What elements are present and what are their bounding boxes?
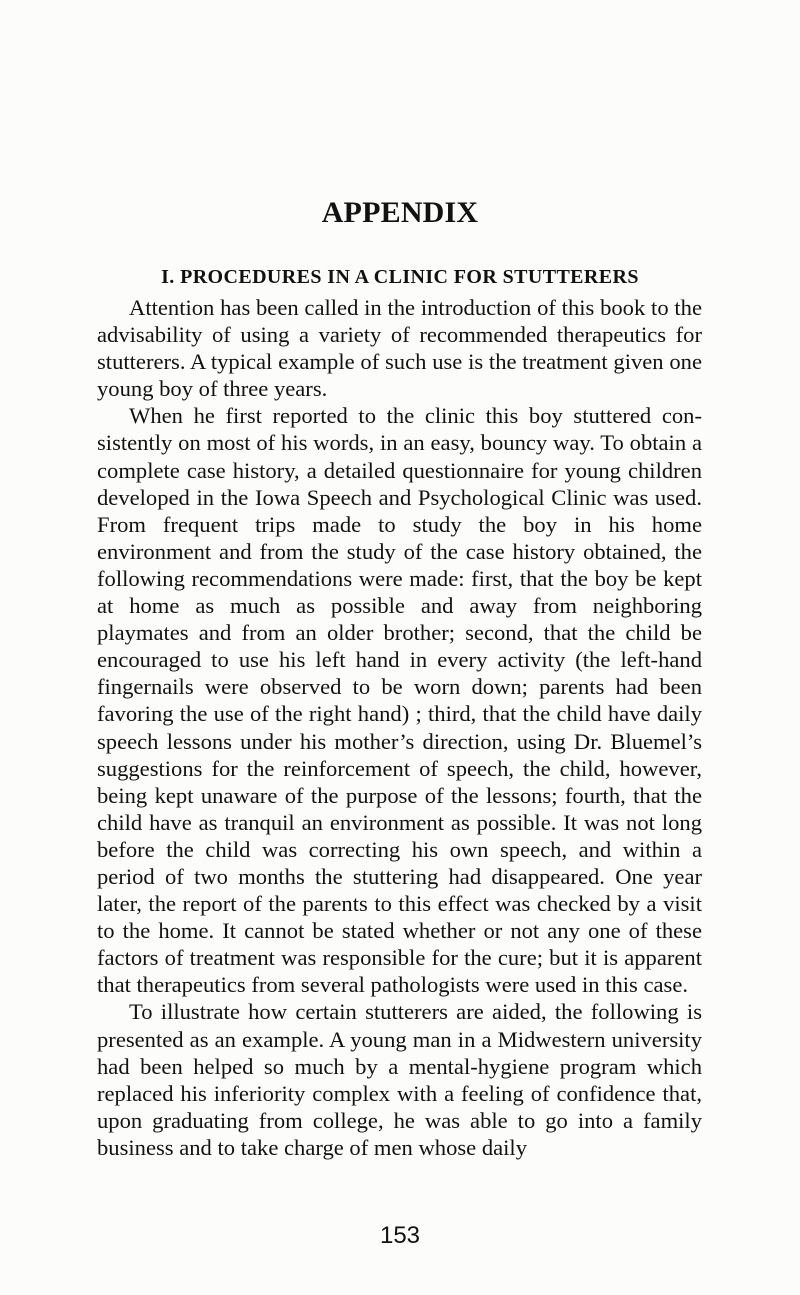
page-title: APPENDIX <box>321 196 479 229</box>
section-heading: I. PROCEDURES IN A CLINIC FOR STUTTERERS <box>161 266 639 288</box>
paragraph-3: To illustrate how certain stutterers are aided, the following is presented as an example. A young man in a Midwestern university had been helped so much by a mental-hygiene program which replaced his inferiority complex with a feeling of confidence that, upon graduating from college, he was able to go into a family business and to take charge of men whose daily <box>97 999 702 1160</box>
paragraph-1: Attention has been called in the introduction of this book to the advisability of using a variety of recommended therapeutics for stutterers. A typical example of such use is the treatment given one young boy of three years. <box>97 295 702 402</box>
page-number: 153 <box>379 1222 421 1249</box>
paragraph-2: When he first reported to the clinic this boy stuttered consistently on most of his words, in an easy, bouncy way. To obtain a complete case history, a detailed questionnaire for young children developed in the Iowa Speech and Psychological Clinic was used. From frequent trips made to study the boy in his home environment and from the study of the case history obtained, the following recommendations were made: first, that the boy be kept at home as much as possible and away from neighboring playmates and from an older brother; second, that the child be encouraged to use his left hand in every activity (the left-hand fingernails were observed to be worn down; parents had been favoring the use of the right hand) ; third, that the child have daily speech lessons under his mother’s direction, using Dr. Bluemel’s suggestions for the reinforcement of speech, the child, however, being kept unaware of the purpose of the lessons; fourth, that the child have as tranquil an environment as possible. It was not long before the child was correcting his own speech, and within a period of two months the stuttering had disappeared. One year later, the report of the parents to this effect was checked by a visit to the home. It cannot be stated whether or not any one of these factors of treatment was responsible for the cure; but it is apparent that therapeutics from several pathologists were used in this case. <box>97 403 702 998</box>
body-text <box>97 294 702 1161</box>
